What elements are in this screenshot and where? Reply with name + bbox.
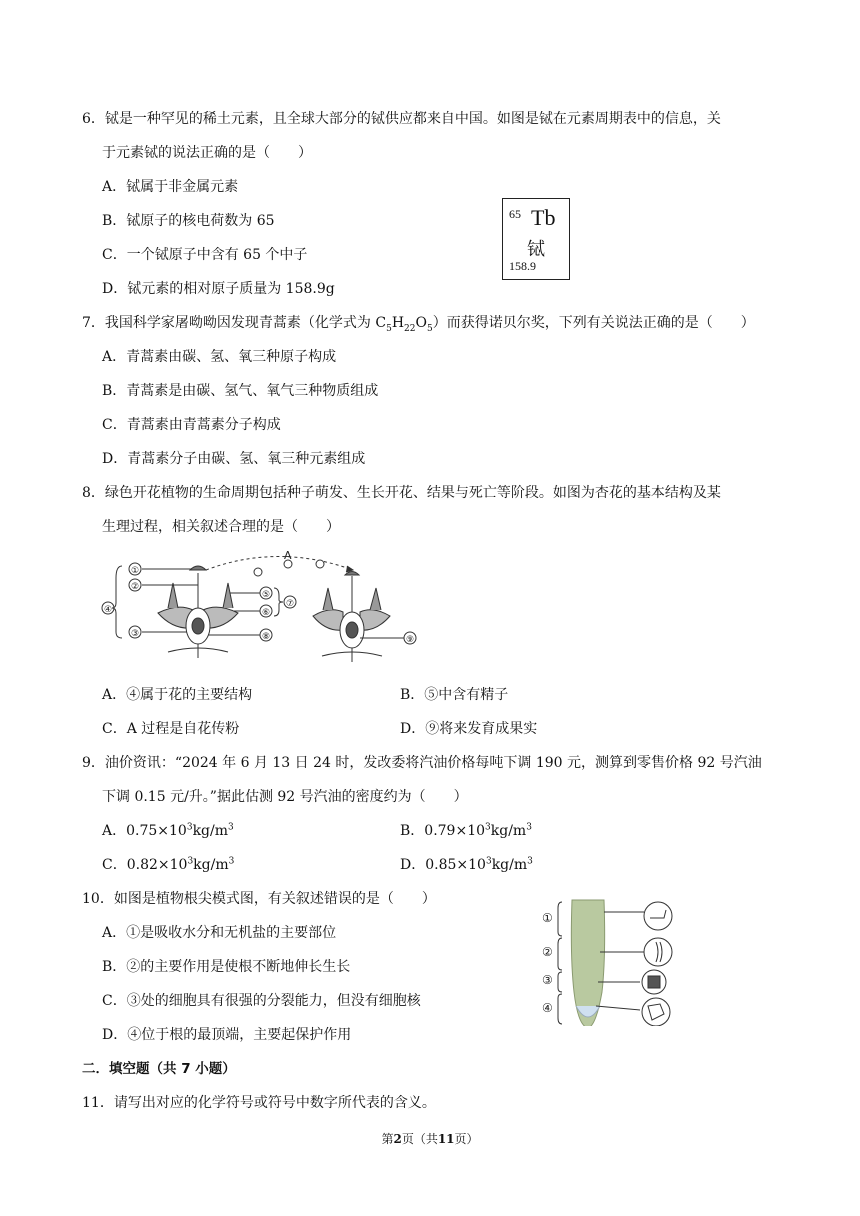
q7-option-a: A．青蒿素由碳、氢、氧三种原子构成: [102, 349, 337, 365]
svg-text:①: ①: [131, 566, 140, 576]
svg-text:②: ②: [542, 945, 553, 959]
q10-option-a: A．①是吸收水分和无机盐的主要部位: [102, 925, 337, 941]
svg-text:⑦: ⑦: [286, 599, 295, 609]
q8-stem-line2: 生理过程，相关叙述合理的是（ ）: [102, 519, 340, 535]
q9-option-d: D．$0.85\times 10^3kg/m^3$: [400, 856, 533, 873]
q6-option-a: A．铽属于非金属元素: [102, 179, 239, 195]
apricot-flower-diagram: [98, 548, 438, 666]
q9-option-a: A．$0.75\times 10^3kg/m^3$: [102, 822, 234, 839]
q7-option-d: D．青蒿素分子由碳、氢、氧三种元素组成: [102, 451, 366, 467]
q6-option-c: C．一个铽原子中含有 65 个中子: [102, 247, 308, 263]
q11-stem: 11．请写出对应的化学符号或符号中数字所代表的含义。: [82, 1095, 436, 1111]
q9-stem-line2: 下调 0.15 元/升。”据此估测 92 号汽油的密度约为（ ）: [102, 789, 468, 805]
q10-option-d: D．④位于根的最顶端，主要起保护作用: [102, 1027, 352, 1043]
q6-stem-line2: 于元素铽的说法正确的是（ ）: [102, 145, 312, 161]
q10-stem: 10．如图是植物根尖模式图，有关叙述错误的是（ ）: [82, 891, 436, 907]
q6-option-b: B．铽原子的核电荷数为 65: [102, 213, 275, 229]
root-tip-diagram: [540, 896, 675, 1026]
svg-text:③: ③: [131, 629, 140, 639]
atomic-number: 65: [509, 207, 521, 221]
element-name: 铽: [527, 239, 545, 259]
terbium-element-card: [502, 198, 570, 280]
q9-stem-line1: 9．油价资讯：“2024 年 6 月 13 日 24 时，发改委将汽油价格每吨下调 190 元，测算到零售价格 92 号汽油: [82, 755, 762, 771]
svg-text:⑧: ⑧: [262, 632, 271, 642]
svg-text:A: A: [284, 549, 292, 562]
svg-text:④: ④: [104, 605, 113, 615]
svg-text:④: ④: [542, 1001, 553, 1015]
section-heading: 二．填空题（共 7 小题）: [82, 1061, 236, 1077]
q8-stem-line1: 8．绿色开花植物的生命周期包括种子萌发、生长开花、结果与死亡等阶段。如图为杏花的基本结构及某: [82, 485, 721, 501]
q8-option-c: C．A 过程是自花传粉: [102, 721, 240, 737]
q10-option-c: C．③处的细胞具有很强的分裂能力，但没有细胞核: [102, 993, 421, 1009]
q7-option-b: B．青蒿素是由碳、氢气、氧气三种物质组成: [102, 383, 379, 399]
svg-text:①: ①: [542, 911, 553, 925]
svg-text:⑥: ⑥: [262, 608, 271, 618]
left-flower: [158, 566, 238, 658]
q6-option-d: D．铽元素的相对原子质量为 158.9g: [102, 281, 335, 297]
atomic-mass: 158.9: [509, 259, 536, 273]
q6-stem-line1: 6．铽是一种罕见的稀土元素，且全球大部分的铽供应都来自中国。如图是铽在元素周期表中的信息，关: [82, 111, 721, 127]
pollination-arc: [206, 549, 353, 576]
page-footer: 第2页（共11页）: [381, 1132, 479, 1146]
right-flower: [313, 572, 416, 663]
svg-text:⑤: ⑤: [262, 590, 271, 600]
q7-stem: 7．我国科学家屠呦呦因发现青蒿素（化学式为 $C_5H_{22}O_5$）而获得诺贝尔奖，下列有关说法正确的是（ ）: [82, 315, 755, 334]
svg-text:②: ②: [131, 582, 140, 592]
q9-option-b: B．$0.79\times 10^3kg/m^3$: [400, 822, 532, 839]
q9-option-c: C．$0.82\times 10^3kg/m^3$: [102, 856, 235, 873]
svg-text:⑨: ⑨: [406, 635, 415, 645]
q7-option-c: C．青蒿素由青蒿素分子构成: [102, 417, 281, 433]
q10-option-b: B．②的主要作用是使根不断地伸长生长: [102, 959, 351, 975]
q8-option-b: B．⑤中含有精子: [400, 687, 509, 703]
q8-option-a: A．④属于花的主要结构: [102, 687, 253, 703]
element-symbol: Tb: [531, 205, 556, 230]
svg-text:③: ③: [542, 973, 553, 987]
q8-option-d: D．⑨将来发育成果实: [400, 721, 538, 737]
